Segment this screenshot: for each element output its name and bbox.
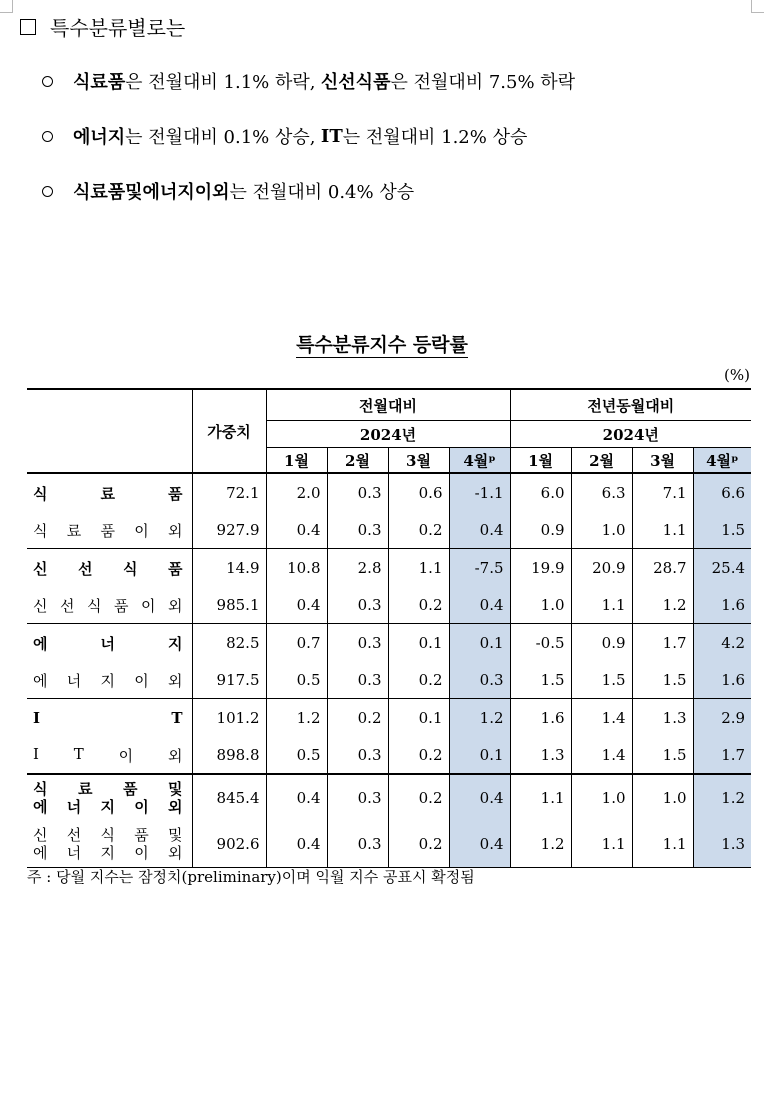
value-cell: 1.2 xyxy=(510,821,571,868)
row-label-char: 지 xyxy=(100,798,115,816)
table-unit: (%) xyxy=(724,366,750,384)
table-row xyxy=(27,624,751,663)
value-cell: 0.3 xyxy=(449,662,510,699)
value-cell: 0.5 xyxy=(266,662,327,699)
value-cell: 1.4 xyxy=(571,699,632,738)
value-cell: -7.5 xyxy=(449,549,510,588)
row-label-char: 품 xyxy=(123,780,138,798)
value-cell: 0.3 xyxy=(327,821,388,868)
weight-cell: 72.1 xyxy=(192,473,266,512)
bullet-term: IT xyxy=(320,125,343,147)
value-cell: 1.1 xyxy=(632,821,693,868)
row-label xyxy=(27,512,192,549)
value-cell: 2.0 xyxy=(266,473,327,512)
month-header: 4월ᵖ xyxy=(693,448,751,474)
value-cell: 0.1 xyxy=(449,737,510,774)
value-cell: 1.2 xyxy=(632,587,693,624)
row-label-char: 에 xyxy=(33,798,48,816)
table-row xyxy=(27,473,751,512)
row-label-char: 이 xyxy=(141,596,156,615)
row-label-char: 지 xyxy=(100,671,115,690)
value-cell: 1.2 xyxy=(449,699,510,738)
row-label-char: 품 xyxy=(114,596,129,615)
value-cell: 1.1 xyxy=(632,512,693,549)
value-cell: 1.7 xyxy=(693,737,751,774)
value-cell: 0.4 xyxy=(266,821,327,868)
weight-cell: 985.1 xyxy=(192,587,266,624)
row-label-char: 이 xyxy=(118,746,134,765)
month-header: 1월 xyxy=(266,448,327,474)
header-row-group xyxy=(27,389,751,421)
value-cell: 1.3 xyxy=(693,821,751,868)
row-label-char: 식 xyxy=(123,559,138,578)
weight-cell: 898.8 xyxy=(192,737,266,774)
row-label xyxy=(27,473,192,512)
value-cell: 0.9 xyxy=(571,624,632,663)
row-label xyxy=(27,624,192,663)
value-cell: 1.0 xyxy=(571,512,632,549)
row-label-char: 신 xyxy=(33,559,48,578)
yoy-header: 전년동월대비 xyxy=(510,389,751,421)
row-label-char: I xyxy=(33,744,39,763)
value-cell: 1.3 xyxy=(632,699,693,738)
page-corner-mark-right xyxy=(751,0,764,13)
weight-cell: 917.5 xyxy=(192,662,266,699)
row-label-char: 료 xyxy=(66,521,82,540)
row-label-char: 품 xyxy=(168,559,183,578)
row-label-char: 식 xyxy=(87,596,102,615)
value-cell: 1.2 xyxy=(693,774,751,821)
value-cell: 0.7 xyxy=(266,624,327,663)
value-cell: 0.2 xyxy=(388,512,449,549)
table-row xyxy=(27,512,751,549)
circle-bullet-icon xyxy=(42,76,53,87)
bullet-text: 은 전월대비 7.5% 하락 xyxy=(390,72,576,93)
table-row xyxy=(27,774,751,821)
value-cell: 0.3 xyxy=(327,737,388,774)
row-label-char: 신 xyxy=(33,596,48,615)
row-label-char: 외 xyxy=(168,596,183,615)
weight-cell: 845.4 xyxy=(192,774,266,821)
value-cell: 2.9 xyxy=(693,699,751,738)
value-cell: 0.4 xyxy=(449,774,510,821)
square-bullet-icon xyxy=(20,19,36,35)
row-label-char: 너 xyxy=(100,634,115,653)
row-label-char: 외 xyxy=(168,521,183,540)
value-cell: 1.6 xyxy=(510,699,571,738)
value-cell: 1.7 xyxy=(632,624,693,663)
value-cell: 0.2 xyxy=(388,662,449,699)
value-cell: 1.1 xyxy=(388,549,449,588)
row-label-char: 품 xyxy=(134,826,149,844)
bullet-text: 는 전월대비 1.2% 상승 xyxy=(342,127,528,148)
value-cell: 1.2 xyxy=(266,699,327,738)
value-cell: 0.4 xyxy=(449,512,510,549)
row-label-char: 및 xyxy=(168,826,183,844)
value-cell: 28.7 xyxy=(632,549,693,588)
row-label-char: 에 xyxy=(33,844,48,862)
value-cell: 0.3 xyxy=(327,624,388,663)
value-cell: 0.2 xyxy=(388,737,449,774)
value-cell: 6.3 xyxy=(571,473,632,512)
bullet-text: 은 전월대비 1.1% 하락, xyxy=(125,72,316,93)
month-header: 2월 xyxy=(571,448,632,474)
value-cell: 10.8 xyxy=(266,549,327,588)
value-cell: 0.2 xyxy=(327,699,388,738)
value-cell: 0.1 xyxy=(388,699,449,738)
row-label xyxy=(27,699,192,738)
bullet-term: 식료품 xyxy=(73,72,126,93)
row-label-char: 에 xyxy=(33,671,48,690)
row-label xyxy=(27,587,192,624)
row-label-char: 신 xyxy=(33,826,48,844)
row-label xyxy=(27,662,192,699)
row-label-char: 선 xyxy=(60,596,75,615)
circle-bullet-icon xyxy=(42,186,53,197)
value-cell: 25.4 xyxy=(693,549,751,588)
table-row xyxy=(27,662,751,699)
value-cell: 0.4 xyxy=(449,587,510,624)
table-row xyxy=(27,699,751,738)
row-label-char: 너 xyxy=(66,671,82,690)
row-label-char: 품 xyxy=(100,521,115,540)
bullet-term: 식료품및에너지이외 xyxy=(73,182,230,203)
value-cell: 0.3 xyxy=(327,587,388,624)
value-cell: 0.9 xyxy=(510,512,571,549)
row-label-char: 너 xyxy=(66,844,82,862)
row-label-char: 식 xyxy=(33,484,48,503)
value-cell: 0.2 xyxy=(388,587,449,624)
row-label-char: 료 xyxy=(78,780,93,798)
row-label-char: 식 xyxy=(100,826,115,844)
bullet-term: 신선식품 xyxy=(320,72,391,93)
weight-cell: 927.9 xyxy=(192,512,266,549)
row-label xyxy=(27,549,192,588)
value-cell: 0.6 xyxy=(388,473,449,512)
value-cell: 1.6 xyxy=(693,587,751,624)
row-label-char: T xyxy=(171,709,183,727)
row-label-char: 선 xyxy=(78,559,93,578)
index-change-table xyxy=(27,388,751,868)
value-cell: 1.0 xyxy=(510,587,571,624)
row-label-char: 지 xyxy=(168,634,183,653)
month-header: 3월 xyxy=(388,448,449,474)
row-label-char: 에 xyxy=(33,634,48,653)
row-label-char: 식 xyxy=(33,780,48,798)
month-header: 1월 xyxy=(510,448,571,474)
year-header: 2024년 xyxy=(510,421,751,448)
row-label-char: 료 xyxy=(100,484,115,503)
value-cell: 1.5 xyxy=(632,662,693,699)
value-cell: 0.3 xyxy=(327,774,388,821)
value-cell: -1.1 xyxy=(449,473,510,512)
section-heading xyxy=(20,12,185,41)
bullet-text: 는 전월대비 0.4% 상승 xyxy=(229,182,415,203)
row-label xyxy=(27,774,192,821)
value-cell: 0.2 xyxy=(388,774,449,821)
mom-header: 전월대비 xyxy=(266,389,510,421)
value-cell: 0.4 xyxy=(266,587,327,624)
row-label-char: 지 xyxy=(100,844,115,862)
value-cell: 0.3 xyxy=(327,662,388,699)
row-label-char: 이 xyxy=(134,521,149,540)
value-cell: 2.8 xyxy=(327,549,388,588)
value-cell: 1.4 xyxy=(571,737,632,774)
value-cell: 1.5 xyxy=(632,737,693,774)
value-cell: 0.4 xyxy=(449,821,510,868)
bullet-term: 에너지 xyxy=(73,127,126,148)
table-title: 특수분류지수 등락률 xyxy=(296,334,468,356)
weight-cell: 101.2 xyxy=(192,699,266,738)
weight-cell: 82.5 xyxy=(192,624,266,663)
circle-bullet-icon xyxy=(42,131,53,142)
weight-header: 가중치 xyxy=(192,389,266,473)
page-corner-mark-left xyxy=(0,0,13,13)
value-cell: 19.9 xyxy=(510,549,571,588)
table-row xyxy=(27,737,751,774)
value-cell: 4.2 xyxy=(693,624,751,663)
month-header: 2월 xyxy=(327,448,388,474)
value-cell: 6.0 xyxy=(510,473,571,512)
weight-cell: 14.9 xyxy=(192,549,266,588)
row-label xyxy=(27,737,192,774)
row-label-char: 이 xyxy=(134,798,149,816)
header-corner xyxy=(27,389,192,473)
footnote: 주 : 당월 지수는 잠정치(preliminary)이며 익월 지수 공표시 확정됨 xyxy=(27,868,475,886)
value-cell: 0.4 xyxy=(266,512,327,549)
value-cell: 1.3 xyxy=(510,737,571,774)
bullet-text: 는 전월대비 0.1% 상승, xyxy=(125,127,316,148)
value-cell: 0.1 xyxy=(388,624,449,663)
year-header: 2024년 xyxy=(266,421,510,448)
weight-cell: 902.6 xyxy=(192,821,266,868)
value-cell: 1.1 xyxy=(510,774,571,821)
value-cell: 0.5 xyxy=(266,737,327,774)
row-label-char: 외 xyxy=(168,671,183,690)
value-cell: 6.6 xyxy=(693,473,751,512)
value-cell: 0.3 xyxy=(327,473,388,512)
value-cell: 0.1 xyxy=(449,624,510,663)
value-cell: 1.0 xyxy=(632,774,693,821)
value-cell: 7.1 xyxy=(632,473,693,512)
row-label-char: 품 xyxy=(168,484,183,503)
row-label-char: 외 xyxy=(168,844,183,862)
row-label-char: T xyxy=(73,744,84,763)
value-cell: 1.5 xyxy=(571,662,632,699)
row-label-char: 외 xyxy=(167,746,183,765)
table-row xyxy=(27,821,751,868)
value-cell: 0.4 xyxy=(266,774,327,821)
value-cell: 1.6 xyxy=(693,662,751,699)
table-row xyxy=(27,587,751,624)
value-cell: 1.5 xyxy=(510,662,571,699)
month-header: 4월ᵖ xyxy=(449,448,510,474)
value-cell: 1.0 xyxy=(571,774,632,821)
row-label-char: 이 xyxy=(134,671,149,690)
row-label-char: 외 xyxy=(168,798,183,816)
bullet-core xyxy=(42,178,414,204)
value-cell: 1.1 xyxy=(571,821,632,868)
row-label-char: 너 xyxy=(66,798,82,816)
value-cell: 0.3 xyxy=(327,512,388,549)
row-label-char: I xyxy=(33,709,41,727)
value-cell: 1.5 xyxy=(693,512,751,549)
value-cell: -0.5 xyxy=(510,624,571,663)
bullet-food xyxy=(42,68,575,94)
value-cell: 0.2 xyxy=(388,821,449,868)
section-heading-text: 특수분류별로는 xyxy=(50,16,186,40)
value-cell: 1.1 xyxy=(571,587,632,624)
row-label-char: 이 xyxy=(134,844,149,862)
month-header: 3월 xyxy=(632,448,693,474)
row-label-char: 식 xyxy=(33,521,48,540)
row-label xyxy=(27,821,192,868)
row-label-char: 및 xyxy=(168,780,183,798)
value-cell: 20.9 xyxy=(571,549,632,588)
row-label-char: 선 xyxy=(66,826,82,844)
table-row xyxy=(27,549,751,588)
bullet-energy xyxy=(42,123,527,149)
